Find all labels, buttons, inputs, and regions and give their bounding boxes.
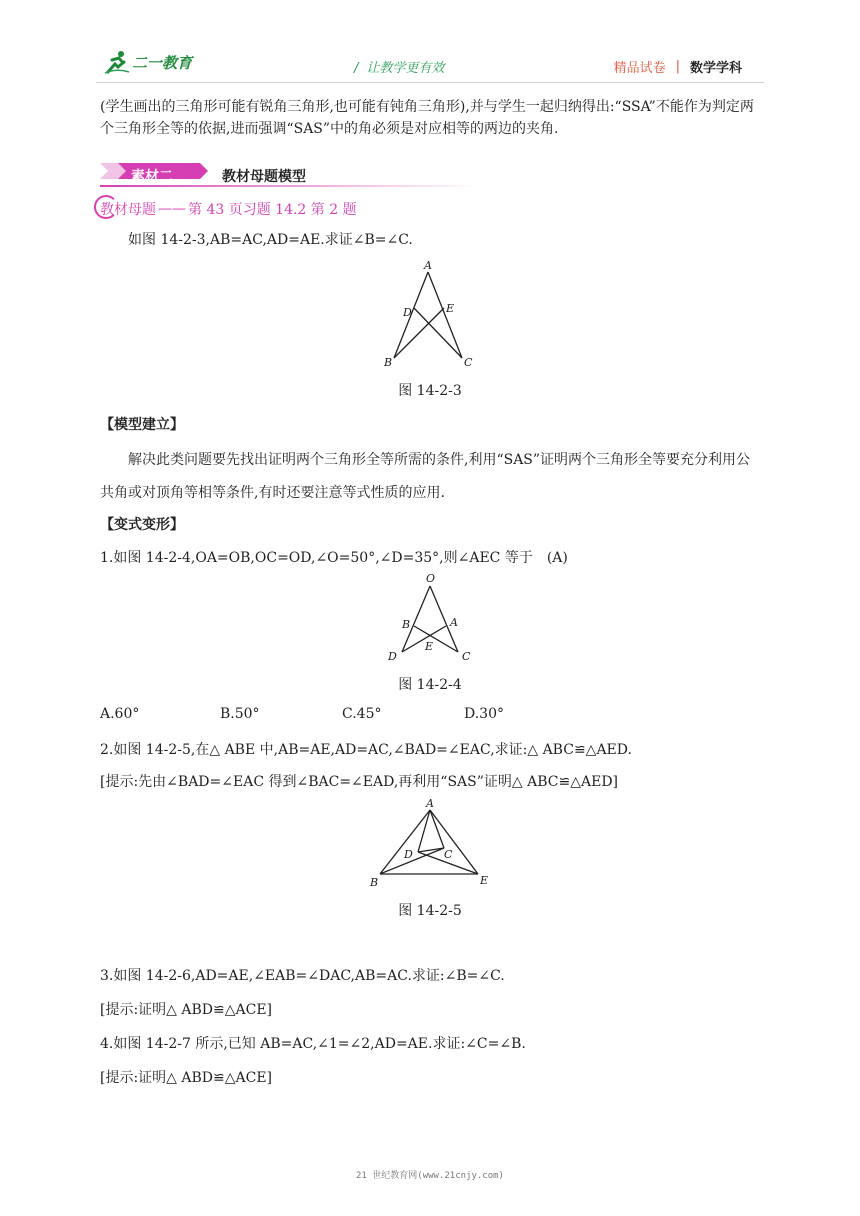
fig1-label-d: D bbox=[403, 306, 412, 319]
figure-caption-3: 图 14-2-5 bbox=[398, 903, 462, 919]
problem-statement: 如图 14-2-3,AB=AC,AD=AE.求证∠B=∠C. bbox=[128, 232, 413, 248]
fig3-label-d: D bbox=[404, 848, 413, 861]
choice-c: C.45° bbox=[342, 706, 382, 722]
section-model-heading: 【模型建立】 bbox=[100, 417, 184, 433]
question-2: 2.如图 14-2-5,在△ ABE 中,AB=AE,AD=AC,∠BAD=∠EAC,求证:△ ABC≌△AED. bbox=[100, 742, 632, 758]
fig2-label-e: E bbox=[425, 640, 434, 653]
fig3-label-e: E bbox=[480, 874, 489, 887]
logo bbox=[104, 50, 192, 74]
figure-14-2-5 bbox=[364, 796, 496, 892]
page-footer: 21 世纪教育网(www.21cnjy.com) bbox=[356, 1171, 504, 1181]
runner-logo-icon bbox=[104, 50, 130, 74]
model-paragraph: 解决此类问题要先找出证明两个三角形全等所需的条件,利用“SAS”证明两个三角形全等要充分利用公共角或对顶角等相等条件,有时还要注意等式性质的应用. bbox=[100, 452, 751, 501]
logo-text: 二一教育 bbox=[132, 53, 193, 72]
figure-caption-2: 图 14-2-4 bbox=[398, 677, 462, 693]
question-1-choices bbox=[100, 706, 700, 726]
source-label: 教材母题 bbox=[100, 199, 156, 219]
fig3-label-a: A bbox=[426, 797, 434, 810]
source-circle-icon bbox=[94, 195, 118, 219]
fig1-label-e: E bbox=[446, 302, 455, 315]
question-4: 4.如图 14-2-7 所示,已知 AB=AC,∠1=∠2,AD=AE.求证:∠C=∠B. bbox=[100, 1036, 526, 1052]
header-tags bbox=[614, 57, 742, 76]
fig2-label-o: O bbox=[426, 572, 436, 585]
page-header bbox=[100, 48, 760, 80]
figure-14-2-3 bbox=[374, 258, 486, 370]
banner-title: 教材母题模型 bbox=[222, 169, 306, 185]
fig2-label-b: B bbox=[402, 618, 411, 631]
question-3-hint: [提示:证明△ ABD≌△ACE] bbox=[100, 1002, 273, 1018]
fig1-label-c: C bbox=[464, 356, 473, 369]
section-banner bbox=[100, 161, 480, 189]
fig1-label-a: A bbox=[424, 259, 432, 272]
intro-paragraph: (学生画出的三角形可能有锐角三角形,也可能有钝角三角形),并与学生一起归纳得出:“SSA”不能作为判定两个三角形全等的依据,进而强调“SAS”中的角必须是对应相等的两边的夹角. bbox=[100, 99, 754, 137]
fig1-label-b: B bbox=[384, 356, 393, 369]
slogan bbox=[354, 57, 444, 76]
tag-divider: | bbox=[675, 59, 680, 74]
figure-caption-1: 图 14-2-3 bbox=[398, 383, 462, 399]
tag-quality-paper: 精品试卷 bbox=[613, 61, 666, 76]
fig2-label-a: A bbox=[450, 616, 458, 629]
question-3: 3.如图 14-2-6,AD=AE,∠EAB=∠DAC,AB=AC.求证:∠B=∠C. bbox=[100, 968, 505, 984]
question-4-hint: [提示:证明△ ABD≌△ACE] bbox=[100, 1070, 273, 1086]
banner-label: 素材二 bbox=[131, 169, 173, 185]
slogan-text: 让教学更有效 bbox=[366, 61, 445, 76]
fig3-label-c: C bbox=[444, 848, 453, 861]
fig2-label-c: C bbox=[462, 650, 471, 663]
question-2-hint: [提示:先由∠BAD=∠EAC 得到∠BAC=∠EAD,再利用“SAS”证明△ ABC≌△AED] bbox=[100, 774, 618, 790]
source-line bbox=[100, 198, 357, 220]
section-variants-heading: 【变式变形】 bbox=[100, 517, 184, 533]
figure-14-2-4 bbox=[382, 570, 478, 666]
choice-a: A.60° bbox=[100, 706, 140, 722]
fig2-label-d: D bbox=[388, 650, 397, 663]
tag-subject: 数学学科 bbox=[689, 61, 742, 76]
choice-b: B.50° bbox=[220, 706, 260, 722]
fig3-label-b: B bbox=[370, 876, 379, 889]
source-reference: 第 43 页习题 14.2 第 2 题 bbox=[188, 202, 357, 218]
question-1: 1.如图 14-2-4,OA=OB,OC=OD,∠O=50°,∠D=35°,则∠AEC 等于 (A) bbox=[100, 550, 568, 566]
slogan-slash: / bbox=[354, 61, 359, 76]
choice-d: D.30° bbox=[464, 706, 504, 722]
source-dash: —— bbox=[158, 201, 186, 217]
header-divider bbox=[96, 82, 764, 83]
